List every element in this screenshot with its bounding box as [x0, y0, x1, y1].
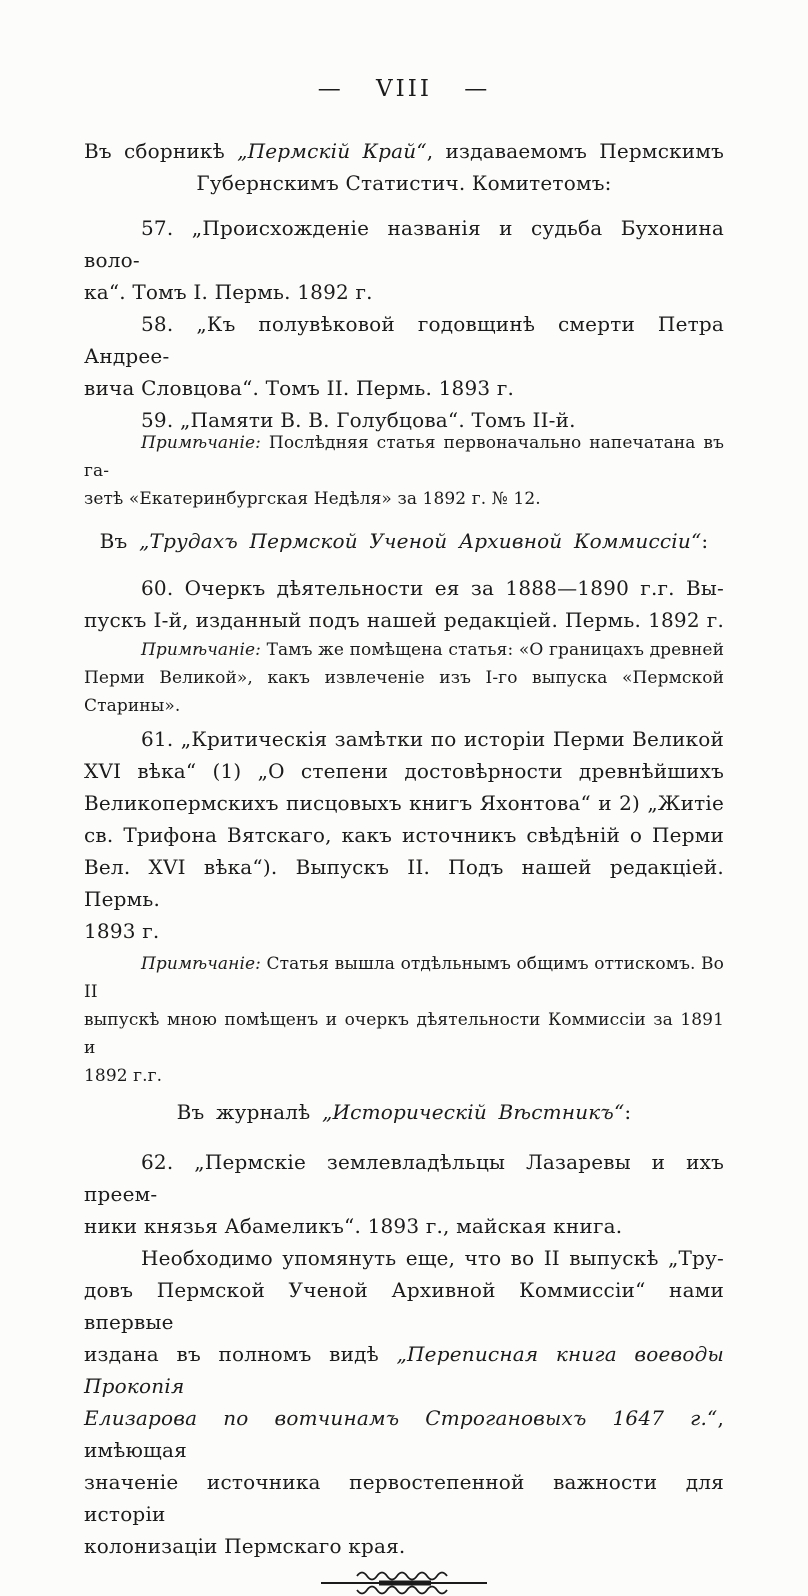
heading-text: : — [624, 1100, 632, 1124]
heading-line — [84, 135, 724, 167]
entry-line: пускъ I-й, изданный подъ нашей редакціей. Пермь. 1892 г. — [84, 608, 724, 632]
heading-text: Въ журналѣ — [176, 1100, 322, 1124]
footnote-line — [84, 636, 724, 664]
entry-62 — [84, 1146, 724, 1242]
paragraph-line: колонизаціи Пермскаго края. — [84, 1534, 406, 1558]
heading-line — [84, 1096, 724, 1128]
entry-61 — [84, 723, 724, 947]
entry-line: 1893 г. — [84, 919, 160, 943]
entry-57 — [84, 212, 724, 308]
entry-line: Великопермскихъ писцовыхъ книгъ Яхонтова“ и 2) „Житіе — [84, 791, 724, 815]
entry-line: XVI вѣка“ (1) „О степени достовѣрности древнѣйшихъ — [84, 759, 724, 783]
footnote-61 — [84, 950, 724, 1090]
paragraph-line — [84, 1402, 724, 1466]
footnote-60 — [84, 636, 724, 720]
closing-paragraph — [84, 1242, 724, 1562]
entry-line: вича Словцова“. Томъ II. Пермь. 1893 г. — [84, 376, 515, 400]
footnote-line: 1892 г.г. — [84, 1066, 163, 1086]
heading-text: : — [701, 529, 709, 553]
footnote-line — [84, 429, 724, 485]
heading-text: Въ — [99, 529, 139, 553]
wavy-rule-icon — [319, 1570, 489, 1596]
footnote-text: Статья вышла отдѣльнымъ общимъ оттискомъ. Во II — [84, 954, 724, 1002]
heading-text: Въ сборникѣ — [84, 139, 238, 163]
cited-work-title: „Переписная книга воеводы Прокопія — [84, 1342, 724, 1398]
cited-work-title: Елизарова по вотчинамъ Строгановыхъ 1647 г.“ — [84, 1406, 718, 1430]
footnote-text: Тамъ же помѣщена статья: «О границахъ древней — [260, 640, 724, 660]
paragraph-text: издана въ полномъ видѣ — [84, 1342, 397, 1366]
entry-line: ники князья Абамеликъ“. 1893 г., майская книга. — [84, 1214, 623, 1238]
entry-line: св. Трифона Вятскаго, какъ источникъ свѣдѣній о Перми — [84, 823, 724, 847]
entry-line: 57. „Происхожденіе названія и судьба Бухонина воло- — [84, 216, 724, 272]
publication-title: „Историческій Вѣстникъ“ — [321, 1100, 625, 1124]
paragraph-text: , имѣющая — [84, 1406, 724, 1462]
entry-line: 61. „Критическія замѣтки по исторіи Перми Великой — [141, 727, 724, 751]
entry-line: 60. Очеркъ дѣятельности ея за 1888—1890 г.г. Вы- — [141, 576, 724, 600]
entry-60 — [84, 572, 724, 636]
footnote-line: зетѣ «Екатеринбургская Недѣля» за 1892 г. № 12. — [84, 489, 541, 509]
footnote-label: Примѣчаніе: — [141, 433, 261, 453]
paragraph-line: довъ Пермской Ученой Архивной Коммиссіи“ нами впервые — [84, 1278, 724, 1334]
section-heading-permsky-krai — [84, 135, 724, 199]
entry-58 — [84, 308, 724, 404]
publication-title: „Пермскій Край“ — [237, 139, 427, 163]
heading-text: , издаваемомъ Пермскимъ — [426, 139, 725, 163]
footnote-line: Перми Великой», какъ извлеченіе изъ I-го выпуска «Пермской Старины». — [84, 668, 724, 716]
entry-line: 59. „Памяти В. В. Голубцова“. Томъ II-й. — [141, 408, 576, 432]
footnote-line: выпускѣ мною помѣщенъ и очеркъ дѣятельности Коммиссіи за 1891 и — [84, 1010, 724, 1058]
heading-line — [84, 525, 724, 557]
footnote-line — [84, 950, 724, 1006]
paragraph-line: Необходимо упомянуть еще, что во II выпускѣ „Тру- — [141, 1246, 724, 1270]
section-heading-vestnik — [84, 1096, 724, 1128]
page-number: — VIII — — [317, 76, 491, 102]
section-heading-trudy — [84, 525, 724, 557]
entry-line: ка“. Томъ I. Пермь. 1892 г. — [84, 280, 373, 304]
paragraph-line: значеніе источника первостепенной важности для исторіи — [84, 1470, 724, 1526]
footnote-59 — [84, 429, 724, 513]
entry-line: 58. „Къ полувѣковой годовщинѣ смерти Петра Андрее- — [84, 312, 724, 368]
footnote-label: Примѣчаніе: — [141, 640, 261, 660]
entry-line: Вел. XVI вѣка“). Выпускъ II. Подъ нашей редакціей. Пермь. — [84, 855, 724, 911]
footnote-label: Примѣчаніе: — [141, 954, 261, 974]
publication-title: „Трудахъ Пермской Ученой Архивной Коммиссіи“ — [139, 529, 702, 553]
paragraph-line — [84, 1338, 724, 1402]
heading-line: Губернскимъ Статистич. Комитетомъ: — [196, 171, 612, 195]
section-divider — [84, 1570, 724, 1596]
entry-line: 62. „Пермскіе землевладѣльцы Лазаревы и ихъ преем- — [84, 1150, 724, 1206]
footnote-text: Послѣдняя статья первоначально напечатана въ га- — [84, 433, 724, 481]
